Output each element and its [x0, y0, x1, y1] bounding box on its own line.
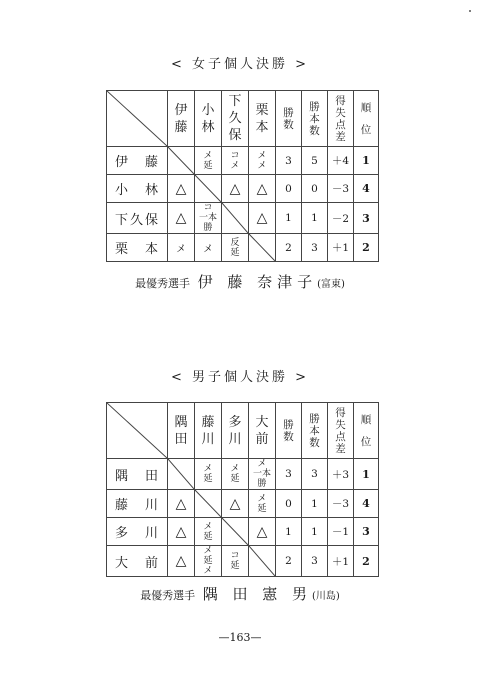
column-header-player: 藤 川	[195, 403, 222, 459]
points-value: 1	[302, 518, 328, 546]
men-section-title: < 男子個人決勝 >	[170, 370, 310, 385]
diagonal-line	[249, 234, 275, 261]
table-row	[107, 518, 379, 546]
loss-mark: △	[222, 175, 249, 203]
table-row	[107, 234, 379, 262]
column-header-points: 勝 本 数	[302, 91, 328, 147]
best-player-label: 最優秀選手	[135, 277, 191, 290]
self-match-cell	[222, 203, 249, 234]
rank-value: 1	[354, 459, 379, 490]
men-best-player	[0, 583, 480, 604]
column-header-rank: 順 位	[354, 403, 379, 459]
rank-value: 2	[354, 234, 379, 262]
match-result: 反 延	[222, 234, 249, 262]
self-match-cell	[168, 459, 195, 490]
column-header-player: 隅 田	[168, 403, 195, 459]
women-results-table	[106, 90, 379, 262]
points-value: 1	[302, 203, 328, 234]
column-header-wins: 勝 数	[276, 403, 302, 459]
best-player-name: 伊 藤 奈津子	[197, 273, 318, 291]
wins-value: 0	[276, 490, 302, 518]
wins-value: 3	[276, 147, 302, 175]
diagonal-line	[222, 518, 248, 545]
wins-value: 2	[276, 234, 302, 262]
diff-value: －1	[328, 518, 354, 546]
match-result: コ メ	[222, 147, 249, 175]
points-value: 0	[302, 175, 328, 203]
match-result: メ メ	[249, 147, 276, 175]
match-result: メ 延	[195, 518, 222, 546]
row-player-name: 大 前	[107, 546, 168, 577]
match-result: コ 一本勝	[195, 203, 222, 234]
diagonal-line	[168, 459, 194, 489]
loss-mark: △	[168, 203, 195, 234]
rank-value: 3	[354, 203, 379, 234]
best-player-name: 隅 田 憲 男	[202, 585, 312, 603]
table-row	[107, 175, 379, 203]
rank-value: 3	[354, 518, 379, 546]
loss-mark: △	[249, 175, 276, 203]
diff-value: －3	[328, 175, 354, 203]
match-result: メ 延	[195, 147, 222, 175]
match-result: メ 延	[195, 459, 222, 490]
column-header-player: 多 川	[222, 403, 249, 459]
self-match-cell	[249, 546, 276, 577]
loss-mark: △	[168, 546, 195, 577]
table-row	[107, 203, 379, 234]
loss-mark: △	[249, 518, 276, 546]
column-header-player: 小 林	[195, 91, 222, 147]
points-value: 3	[302, 546, 328, 577]
self-match-cell	[195, 490, 222, 518]
column-header-player: 下 久 保	[222, 91, 249, 147]
diagonal-line	[107, 403, 167, 458]
row-player-name: 小 林	[107, 175, 168, 203]
loss-mark: △	[168, 518, 195, 546]
best-player-team: (川島)	[312, 591, 340, 602]
diagonal-line	[222, 203, 248, 233]
match-result: メ 一本勝	[249, 459, 276, 490]
row-player-name: 隅 田	[107, 459, 168, 490]
loss-mark: △	[168, 490, 195, 518]
match-result: メ 延	[222, 459, 249, 490]
scan-dot	[469, 10, 471, 12]
match-result: コ 延	[222, 546, 249, 577]
loss-mark: △	[222, 490, 249, 518]
diagonal-line	[195, 490, 221, 517]
column-header-diff: 得 失 点 差	[328, 403, 354, 459]
rank-value: 4	[354, 490, 379, 518]
self-match-cell	[249, 234, 276, 262]
match-result: メ 延 メ	[195, 546, 222, 577]
row-player-name: 栗 本	[107, 234, 168, 262]
wins-value: 0	[276, 175, 302, 203]
page-number: —163—	[218, 631, 262, 644]
self-match-cell	[222, 518, 249, 546]
table-row	[107, 459, 379, 490]
diff-value: －2	[328, 203, 354, 234]
match-result: メ 延	[249, 490, 276, 518]
corner-cell	[107, 403, 168, 459]
row-player-name: 藤 川	[107, 490, 168, 518]
diff-value: ＋1	[328, 234, 354, 262]
rank-value: 1	[354, 147, 379, 175]
diagonal-line	[107, 91, 167, 146]
table-row	[107, 490, 379, 518]
rank-value: 2	[354, 546, 379, 577]
diagonal-line	[249, 546, 275, 576]
table-row	[107, 546, 379, 577]
header-row	[107, 91, 379, 147]
column-header-points: 勝 本 数	[302, 403, 328, 459]
column-header-player: 栗 本	[249, 91, 276, 147]
diff-value: ＋4	[328, 147, 354, 175]
wins-value: 1	[276, 518, 302, 546]
rank-value: 4	[354, 175, 379, 203]
loss-mark: △	[168, 175, 195, 203]
loss-mark: △	[249, 203, 276, 234]
diagonal-line	[168, 147, 194, 174]
points-value: 3	[302, 459, 328, 490]
column-header-player: 伊 藤	[168, 91, 195, 147]
diff-value: －3	[328, 490, 354, 518]
women-best-player	[0, 271, 480, 292]
match-result: メ	[168, 234, 195, 262]
best-player-team: (富東)	[317, 279, 345, 290]
table-row	[107, 147, 379, 175]
diagonal-line	[195, 175, 221, 202]
diff-value: ＋1	[328, 546, 354, 577]
column-header-rank: 順 位	[354, 91, 379, 147]
self-match-cell	[168, 147, 195, 175]
row-player-name: 下久保	[107, 203, 168, 234]
row-player-name: 伊 藤	[107, 147, 168, 175]
self-match-cell	[195, 175, 222, 203]
corner-cell	[107, 91, 168, 147]
best-player-label: 最優秀選手	[140, 589, 196, 602]
wins-value: 1	[276, 203, 302, 234]
row-player-name: 多 川	[107, 518, 168, 546]
points-value: 3	[302, 234, 328, 262]
match-result: メ	[195, 234, 222, 262]
women-section-title: < 女子個人決勝 >	[170, 57, 310, 72]
column-header-player: 大 前	[249, 403, 276, 459]
wins-value: 3	[276, 459, 302, 490]
points-value: 5	[302, 147, 328, 175]
diff-value: ＋3	[328, 459, 354, 490]
column-header-diff: 得 失 点 差	[328, 91, 354, 147]
column-header-wins: 勝 数	[276, 91, 302, 147]
men-results-table	[106, 402, 379, 577]
header-row	[107, 403, 379, 459]
wins-value: 2	[276, 546, 302, 577]
points-value: 1	[302, 490, 328, 518]
